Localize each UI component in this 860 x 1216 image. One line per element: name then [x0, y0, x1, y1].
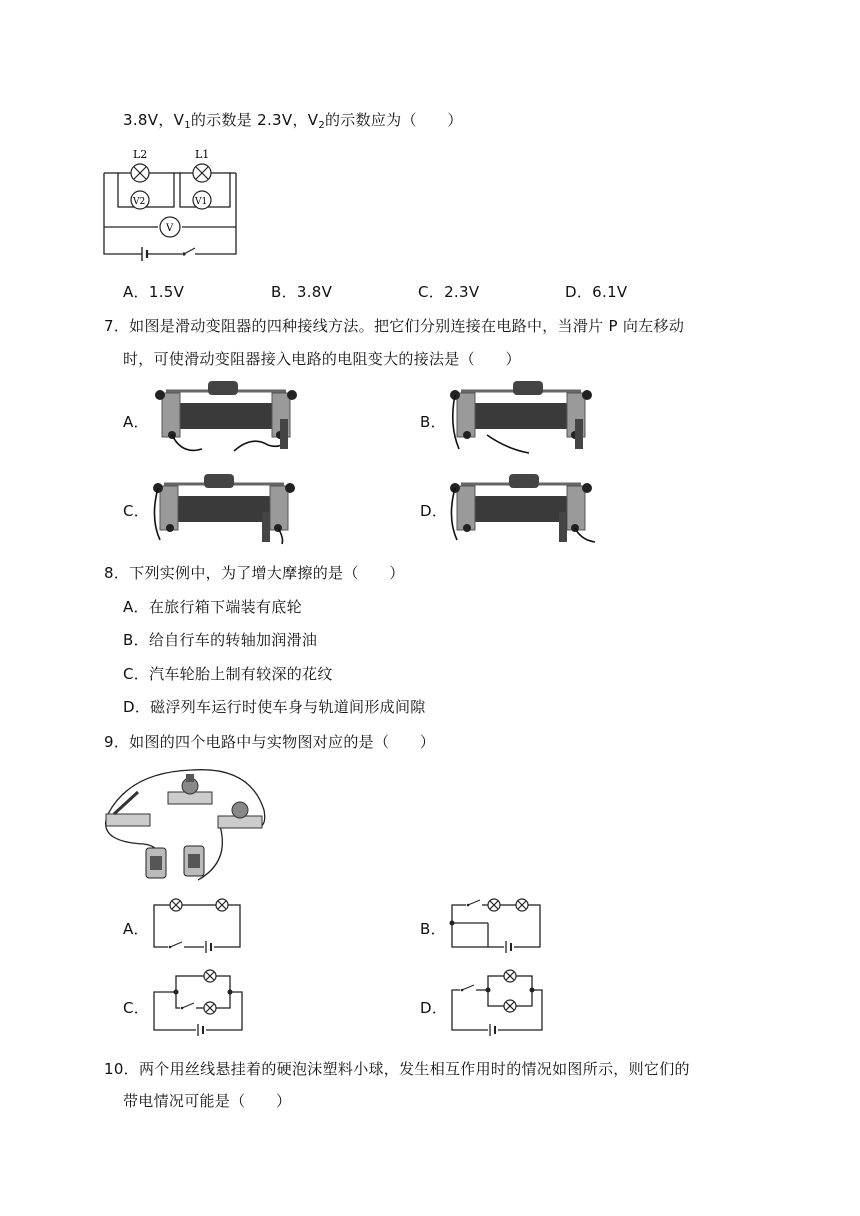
- q8-option-d[interactable]: D．磁浮列车运行时使车身与轨道间形成间隙: [123, 698, 426, 716]
- label-v1: V1: [195, 197, 208, 207]
- q7-stem-line-2: 时，可使滑动变阻器接入电路的电阻变大的接法是（ ）: [123, 350, 521, 368]
- q9-circuit-c: [150, 968, 246, 1034]
- q9-option-b[interactable]: B．: [420, 920, 446, 938]
- q6-option-a[interactable]: A．1.5V: [123, 283, 185, 301]
- label-l1: L1: [195, 148, 210, 161]
- q10-stem-line-2: 带电情况可能是（ ）: [123, 1092, 292, 1110]
- q9-option-c[interactable]: C．: [123, 999, 150, 1017]
- q6-stem-line: 3.8V，$V_1$的示数是 2.3V，$V_2$的示数应为（ ）: [123, 111, 463, 131]
- rheostat-photo-a: [152, 375, 298, 455]
- q8-option-c[interactable]: C．汽车轮胎上制有较深的花纹: [123, 665, 333, 683]
- lamp-l1-icon: [193, 164, 211, 182]
- q9-option-a[interactable]: A．: [123, 920, 149, 938]
- q7-option-c[interactable]: C．: [123, 502, 150, 520]
- rheostat-photo-c: [150, 468, 296, 546]
- label-l2: L2: [133, 148, 148, 161]
- q9-stem-line: 9．如图的四个电路中与实物图对应的是（ ）: [104, 733, 436, 751]
- q9-circuit-b: [448, 897, 544, 953]
- q9-physical-circuit-photo: [100, 762, 268, 884]
- q10-stem-line-1: 10．两个用丝线悬挂着的硬泡沫塑料小球，发生相互作用时的情况如图所示，则它们的: [104, 1060, 690, 1078]
- q6-option-b[interactable]: B．3.8V: [271, 283, 333, 301]
- q7-stem-line-1: 7．如图是滑动变阻器的四种接线方法。把它们分别连接在电路中，当滑片 P 向左移动: [104, 317, 685, 335]
- q6-voltmeter-circuit-figure: [100, 143, 240, 263]
- rheostat-photo-d: [447, 468, 597, 546]
- lamp-l2-icon: [131, 164, 149, 182]
- q8-option-a[interactable]: A．在旅行箱下端装有底轮: [123, 598, 302, 616]
- q7-option-d[interactable]: D．: [420, 502, 448, 520]
- q8-option-b[interactable]: B．给自行车的转轴加润滑油: [123, 631, 318, 649]
- q9-circuit-d: [448, 966, 546, 1034]
- q9-option-d[interactable]: D．: [420, 999, 448, 1017]
- q8-stem-line: 8．下列实例中，为了增大摩擦的是（ ）: [104, 564, 405, 582]
- label-v2: V2: [133, 197, 146, 207]
- q7-option-b[interactable]: B．: [420, 413, 446, 431]
- q7-option-a[interactable]: A．: [123, 413, 149, 431]
- q6-option-d[interactable]: D．6.1V: [565, 283, 628, 301]
- q9-circuit-a: [150, 897, 244, 951]
- label-v: V: [166, 223, 174, 234]
- rheostat-photo-b: [447, 375, 593, 455]
- q6-option-c[interactable]: C．2.3V: [418, 283, 480, 301]
